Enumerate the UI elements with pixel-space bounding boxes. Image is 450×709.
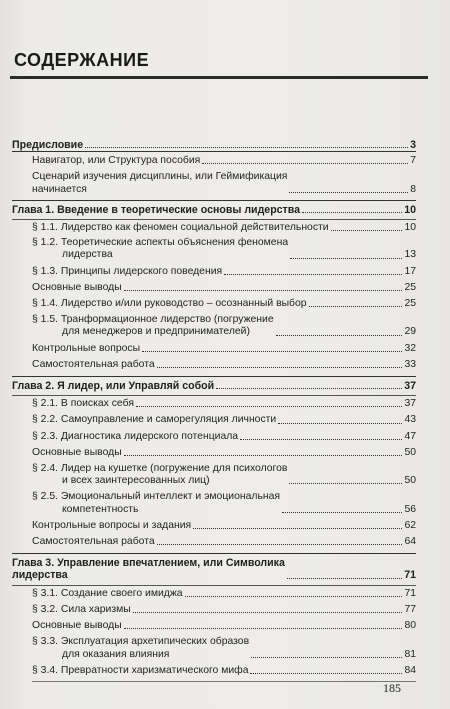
divider <box>12 553 416 554</box>
toc-chapter-2[interactable] <box>12 380 416 392</box>
dot-leader <box>216 388 402 389</box>
divider <box>12 151 416 152</box>
divider <box>12 585 416 586</box>
table-of-contents <box>12 139 416 682</box>
entry-title: § 1.1. Лидерство как феномен социальной действительности <box>32 222 329 234</box>
entry-title: Самостоятельная работа <box>32 536 155 548</box>
toc-entry[interactable] <box>12 398 416 410</box>
toc-entry[interactable] <box>12 665 416 677</box>
divider <box>12 395 416 396</box>
page-title: СОДЕРЖАНИЕ <box>14 50 150 70</box>
dot-leader <box>133 612 403 613</box>
entry-title-line2: для менеджеров и предпринимателей) <box>62 326 250 338</box>
entry-page: 33 <box>404 358 416 370</box>
dot-leader <box>276 335 403 336</box>
toc-entry[interactable] <box>12 359 416 371</box>
entry-title: Предисловие <box>12 139 84 151</box>
entry-title-line2: лидерства <box>12 569 68 582</box>
dot-leader <box>202 163 408 164</box>
entry-title-line2: и всех заинтересованных лиц) <box>62 475 210 487</box>
entry-page: 47 <box>404 430 416 442</box>
page-number: 185 <box>383 681 401 695</box>
entry-page: 71 <box>404 587 416 599</box>
entry-title-line1: § 1.2. Теоретические аспекты объяснения феномена <box>32 237 289 249</box>
entry-page: 25 <box>404 298 416 310</box>
dot-leader <box>278 423 402 424</box>
entry-page: 10 <box>404 222 416 234</box>
entry-page: 17 <box>404 265 416 277</box>
entry-title-line2: компетентность <box>62 503 139 515</box>
entry-page: 56 <box>404 503 416 515</box>
entry-page: 8 <box>410 183 416 195</box>
entry-title-line2: начинается <box>32 183 87 195</box>
dot-leader <box>309 306 403 307</box>
dot-leader <box>124 290 403 291</box>
toc-entry[interactable] <box>12 463 416 487</box>
entry-page: 50 <box>404 475 416 487</box>
entry-page: 7 <box>410 155 416 167</box>
toc-entry[interactable] <box>12 636 416 660</box>
entry-page: 37 <box>404 380 416 393</box>
entry-title: § 1.3. Принципы лидерского поведения <box>32 265 223 277</box>
toc-entry[interactable] <box>12 620 416 632</box>
entry-title: Глава 2. Я лидер, или Управляй собой <box>12 380 215 393</box>
entry-page: 37 <box>404 398 416 410</box>
dot-leader <box>85 147 408 148</box>
entry-page: 84 <box>404 664 416 676</box>
entry-title: § 3.1. Создание своего имиджа <box>32 587 183 599</box>
dot-leader <box>224 274 402 275</box>
dot-leader <box>289 192 408 193</box>
dot-leader <box>287 578 402 579</box>
dot-leader <box>157 544 403 545</box>
entry-page: 64 <box>404 536 416 548</box>
dot-leader <box>193 528 402 529</box>
toc-entry[interactable] <box>12 237 416 261</box>
entry-title: § 2.1. В поисках себя <box>32 398 134 410</box>
toc-entry[interactable] <box>12 520 416 532</box>
divider <box>12 219 416 220</box>
toc-entry[interactable] <box>12 414 416 426</box>
entry-page: 43 <box>404 414 416 426</box>
entry-title-line1: § 2.5. Эмоциональный интеллект и эмоциональная <box>32 491 280 503</box>
entry-title: Контрольные вопросы и задания <box>32 519 192 531</box>
entry-title: Основные выводы <box>32 446 122 458</box>
entry-page: 80 <box>404 620 416 632</box>
entry-page: 62 <box>404 519 416 531</box>
entry-title: Контрольные вопросы <box>32 342 141 354</box>
entry-page: 10 <box>404 203 416 216</box>
entry-title-line1: Сценарий изучения дисциплины, или Геймификация <box>32 171 288 183</box>
entry-title-line1: § 1.5. Транформационное лидерство (погружение <box>32 314 274 326</box>
toc-chapter-3[interactable] <box>12 557 416 581</box>
toc-entry[interactable] <box>12 282 416 294</box>
dot-leader <box>290 258 402 259</box>
toc-entry[interactable] <box>12 536 416 548</box>
entry-page: 13 <box>404 249 416 261</box>
toc-entry[interactable] <box>12 604 416 616</box>
entry-page: 25 <box>404 281 416 293</box>
dot-leader <box>136 406 402 407</box>
dot-leader <box>250 673 402 674</box>
entry-title: Навигатор, или Структура пособия <box>32 155 201 167</box>
dot-leader <box>142 351 402 352</box>
entry-page: 77 <box>404 603 416 615</box>
title-bar <box>10 50 428 79</box>
toc-entry[interactable] <box>12 222 416 234</box>
dot-leader <box>124 628 403 629</box>
entry-title: § 1.4. Лидерство и/или руководство – осознанный выбор <box>32 298 307 310</box>
entry-title: Основные выводы <box>32 281 122 293</box>
entry-page: 32 <box>404 342 416 354</box>
dot-leader <box>331 230 403 231</box>
toc-chapter-1[interactable] <box>12 204 416 216</box>
entry-page: 3 <box>410 139 416 151</box>
toc-entry-preface[interactable] <box>12 139 416 151</box>
entry-title: § 2.2. Самоуправление и саморегуляция личности <box>32 414 277 426</box>
toc-entry[interactable] <box>12 447 416 459</box>
entry-title: Самостоятельная работа <box>32 358 155 370</box>
toc-entry[interactable] <box>12 266 416 278</box>
dot-leader <box>240 439 402 440</box>
toc-entry[interactable] <box>12 343 416 355</box>
toc-entry[interactable] <box>12 314 416 338</box>
entry-title-line1: § 2.4. Лидер на кушетке (погружение для психологов <box>32 463 288 475</box>
toc-entry[interactable] <box>12 431 416 443</box>
entry-page: 29 <box>404 326 416 338</box>
dot-leader <box>124 455 403 456</box>
toc-entry[interactable] <box>12 155 416 167</box>
toc-entry[interactable] <box>12 171 416 195</box>
dot-leader <box>185 596 403 597</box>
dot-leader <box>289 483 402 484</box>
entry-title-line2: лидерства <box>62 249 113 261</box>
toc-entry[interactable] <box>12 491 416 515</box>
entry-title: Основные выводы <box>32 620 122 632</box>
entry-title-line1: § 3.3. Эксплуатация архетипических образов <box>32 636 250 648</box>
dot-leader <box>157 367 403 368</box>
entry-page: 81 <box>404 648 416 660</box>
entry-title: § 2.3. Диагностика лидерского потенциала <box>32 430 239 442</box>
entry-title: § 3.2. Сила харизмы <box>32 603 131 615</box>
dot-leader <box>251 657 402 658</box>
divider <box>12 376 416 377</box>
entry-title-line1: Глава 3. Управление впечатлением, или Символика <box>12 557 285 570</box>
divider <box>32 681 416 682</box>
toc-entry[interactable] <box>12 298 416 310</box>
dot-leader <box>302 212 402 213</box>
dot-leader <box>282 512 402 513</box>
entry-page: 71 <box>404 569 416 582</box>
entry-page: 50 <box>404 446 416 458</box>
entry-title-line2: для оказания влияния <box>62 648 170 660</box>
entry-title: Глава 1. Введение в теоретические основы лидерства <box>12 203 301 216</box>
toc-entry[interactable] <box>12 588 416 600</box>
divider <box>12 200 416 201</box>
entry-title: § 3.4. Превратности харизматического мифа <box>32 664 249 676</box>
